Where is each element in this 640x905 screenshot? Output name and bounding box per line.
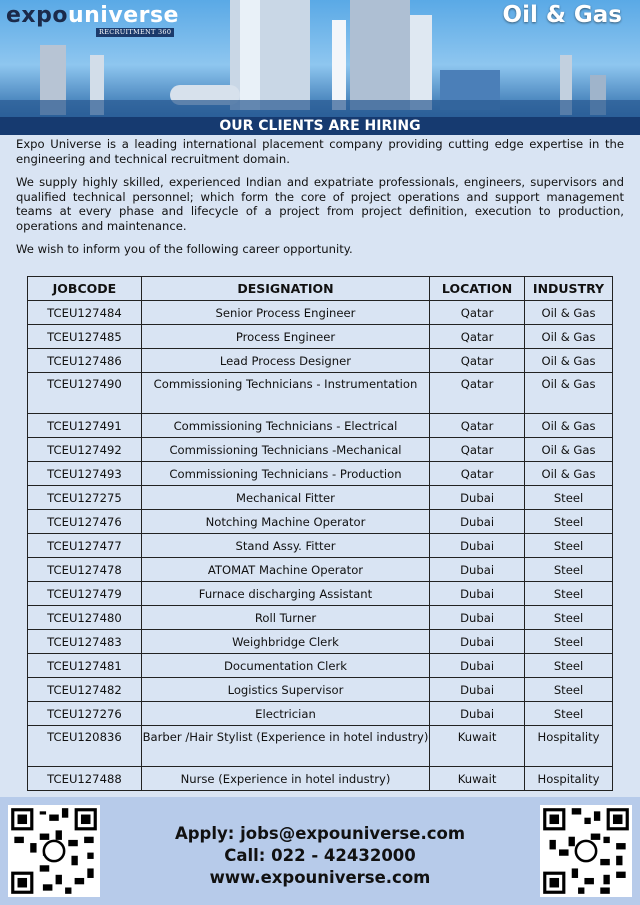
- location-cell: Dubai: [430, 510, 525, 534]
- table-row: [28, 414, 613, 438]
- industry-cell: Steel: [525, 510, 613, 534]
- industry-cell: Oil & Gas: [525, 462, 613, 486]
- location-cell: Dubai: [430, 534, 525, 558]
- industry-cell: Steel: [525, 486, 613, 510]
- qr-code-right: [540, 805, 632, 897]
- table-row: [28, 349, 613, 373]
- designation-cell: Process Engineer: [141, 325, 429, 349]
- industry-cell: Steel: [525, 654, 613, 678]
- table-row: [28, 301, 613, 325]
- jobcode-cell: TCEU127493: [28, 462, 142, 486]
- jobcode-cell: TCEU127482: [28, 678, 142, 702]
- qr-code-left: [8, 805, 100, 897]
- location-cell: Qatar: [430, 301, 525, 325]
- jobcode-cell: TCEU127479: [28, 582, 142, 606]
- location-cell: Qatar: [430, 414, 525, 438]
- intro-text: [16, 137, 624, 266]
- header-designation: DESIGNATION: [141, 277, 429, 301]
- industry-cell: Steel: [525, 630, 613, 654]
- jobcode-cell: TCEU127492: [28, 438, 142, 462]
- table-row: [28, 767, 613, 791]
- designation-cell: Commissioning Technicians - Instrumentation: [141, 373, 429, 414]
- location-cell: Dubai: [430, 702, 525, 726]
- designation-cell: Nurse (Experience in hotel industry): [141, 767, 429, 791]
- jobcode-cell: TCEU127490: [28, 373, 142, 414]
- table-row: [28, 702, 613, 726]
- designation-cell: Mechanical Fitter: [141, 486, 429, 510]
- company-logo: expouniverse: [6, 3, 179, 28]
- designation-cell: Commissioning Technicians -Mechanical: [141, 438, 429, 462]
- hiring-banner: [0, 117, 640, 135]
- industry-cell: Steel: [525, 678, 613, 702]
- industry-cell: Oil & Gas: [525, 349, 613, 373]
- jobcode-cell: TCEU127481: [28, 654, 142, 678]
- designation-cell: ATOMAT Machine Operator: [141, 558, 429, 582]
- table-row: [28, 462, 613, 486]
- location-cell: Qatar: [430, 462, 525, 486]
- jobcode-cell: TCEU127483: [28, 630, 142, 654]
- location-cell: Dubai: [430, 558, 525, 582]
- table-row: [28, 438, 613, 462]
- website-link[interactable]: www.expouniverse.com: [209, 868, 431, 887]
- jobcode-cell: TCEU127484: [28, 301, 142, 325]
- designation-cell: Documentation Clerk: [141, 654, 429, 678]
- industry-cell: Oil & Gas: [525, 373, 613, 414]
- call-phone: Call: 022 - 42432000: [224, 846, 416, 865]
- location-cell: Dubai: [430, 630, 525, 654]
- jobcode-cell: TCEU127477: [28, 534, 142, 558]
- table-row: [28, 630, 613, 654]
- designation-cell: Notching Machine Operator: [141, 510, 429, 534]
- location-cell: Kuwait: [430, 767, 525, 791]
- location-cell: Dubai: [430, 654, 525, 678]
- designation-cell: Commissioning Technicians - Production: [141, 462, 429, 486]
- industry-cell: Steel: [525, 582, 613, 606]
- jobcode-cell: TCEU127491: [28, 414, 142, 438]
- table-row: [28, 654, 613, 678]
- intro-paragraph-2: We supply highly skilled, experienced Indian and expatriate professionals, engineers, supervisors and qualified technical personnel; which form the core of project operations and support management teams at every phase and lifecycle of a project from project definition, execution to production, operations and maintenance.: [16, 175, 624, 233]
- table-row: [28, 606, 613, 630]
- table-row: [28, 486, 613, 510]
- table-row: [28, 534, 613, 558]
- industry-cell: Oil & Gas: [525, 301, 613, 325]
- designation-cell: Logistics Supervisor: [141, 678, 429, 702]
- table-row: [28, 582, 613, 606]
- header-industry: INDUSTRY: [525, 277, 613, 301]
- jobcode-cell: TCEU127275: [28, 486, 142, 510]
- table-row: [28, 678, 613, 702]
- jobs-table: [27, 276, 613, 791]
- designation-cell: Senior Process Engineer: [141, 301, 429, 325]
- location-cell: Qatar: [430, 438, 525, 462]
- apply-email-link[interactable]: Apply: jobs@expouniverse.com: [174, 824, 466, 843]
- table-row: [28, 558, 613, 582]
- designation-cell: Commissioning Technicians - Electrical: [141, 414, 429, 438]
- table-body: [28, 301, 613, 791]
- intro-paragraph-3: We wish to inform you of the following career opportunity.: [16, 242, 353, 256]
- header-banner-image: [0, 0, 640, 118]
- jobcode-cell: TCEU127476: [28, 510, 142, 534]
- location-cell: Dubai: [430, 582, 525, 606]
- location-cell: Dubai: [430, 678, 525, 702]
- page-title: Oil & Gas: [502, 2, 622, 28]
- industry-cell: Oil & Gas: [525, 414, 613, 438]
- location-cell: Dubai: [430, 486, 525, 510]
- industry-cell: Hospitality: [525, 726, 613, 767]
- designation-cell: Furnace discharging Assistant: [141, 582, 429, 606]
- location-cell: Dubai: [430, 606, 525, 630]
- contact-info: [120, 823, 520, 889]
- table-header-row: [28, 277, 613, 301]
- jobcode-cell: TCEU127486: [28, 349, 142, 373]
- intro-paragraph-1: Expo Universe is a leading international placement company providing cutting edge expertise in the engineering and technical recruitment domain.: [16, 137, 624, 166]
- jobcode-cell: TCEU127478: [28, 558, 142, 582]
- header-location: LOCATION: [430, 277, 525, 301]
- location-cell: Qatar: [430, 373, 525, 414]
- jobcode-cell: TCEU127480: [28, 606, 142, 630]
- jobcode-cell: TCEU120836: [28, 726, 142, 767]
- designation-cell: Lead Process Designer: [141, 349, 429, 373]
- jobcode-cell: TCEU127276: [28, 702, 142, 726]
- industry-cell: Steel: [525, 534, 613, 558]
- table-row: [28, 510, 613, 534]
- table-row: [28, 325, 613, 349]
- location-cell: Kuwait: [430, 726, 525, 767]
- logo-subtitle: RECRUITMENT 360: [96, 28, 174, 37]
- jobcode-cell: TCEU127488: [28, 767, 142, 791]
- industry-cell: Steel: [525, 558, 613, 582]
- industry-cell: Steel: [525, 606, 613, 630]
- table-row: [28, 726, 613, 767]
- industry-cell: Oil & Gas: [525, 438, 613, 462]
- designation-cell: Stand Assy. Fitter: [141, 534, 429, 558]
- industry-cell: Steel: [525, 702, 613, 726]
- designation-cell: Electrician: [141, 702, 429, 726]
- industry-cell: Oil & Gas: [525, 325, 613, 349]
- hiring-banner-text: OUR CLIENTS ARE HIRING: [219, 118, 421, 134]
- table-row: [28, 373, 613, 414]
- header-jobcode: JOBCODE: [28, 277, 142, 301]
- location-cell: Qatar: [430, 349, 525, 373]
- location-cell: Qatar: [430, 325, 525, 349]
- industry-cell: Hospitality: [525, 767, 613, 791]
- jobcode-cell: TCEU127485: [28, 325, 142, 349]
- designation-cell: Roll Turner: [141, 606, 429, 630]
- designation-cell: Weighbridge Clerk: [141, 630, 429, 654]
- designation-cell: Barber /Hair Stylist (Experience in hotel industry): [141, 726, 429, 767]
